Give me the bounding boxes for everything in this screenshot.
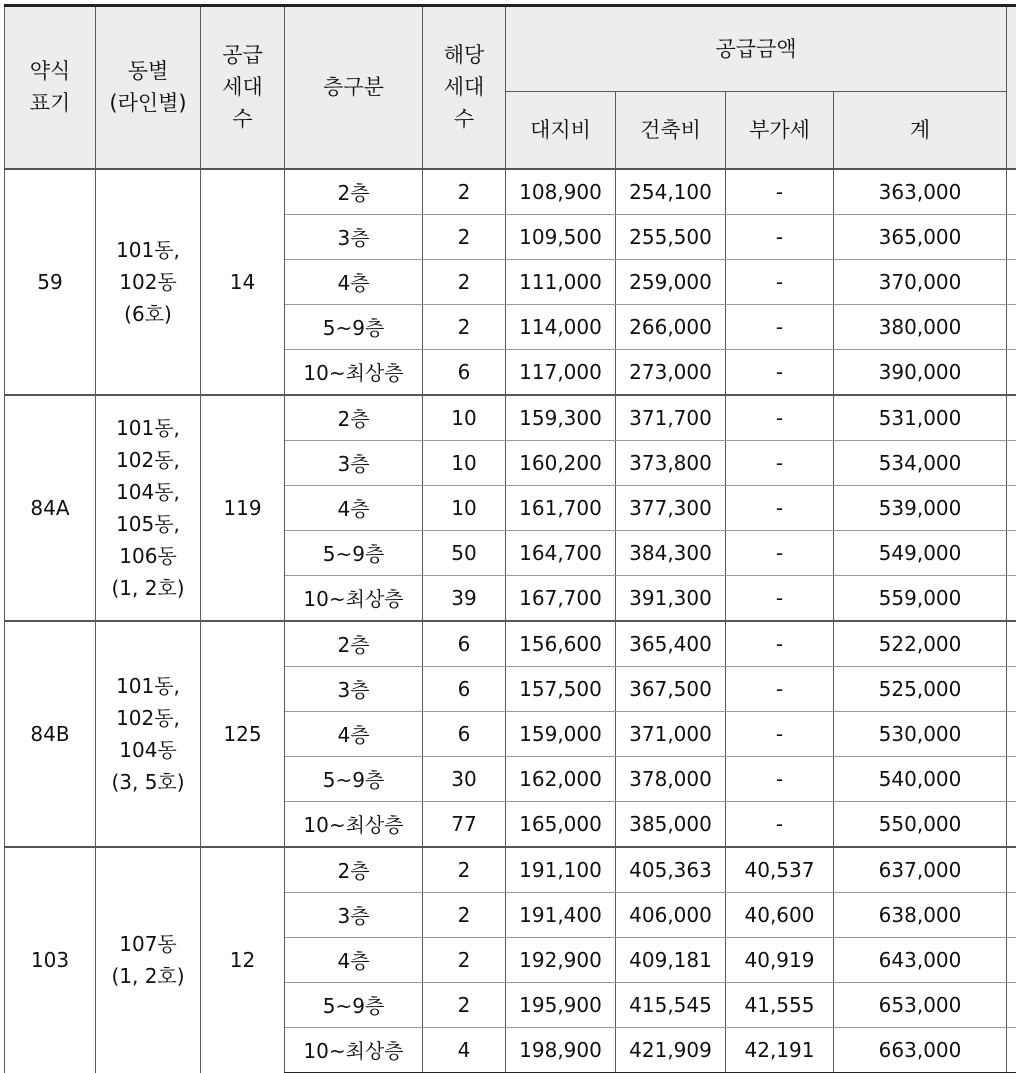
land-price-cell: 156,600 <box>506 621 616 667</box>
units-cell: 4 <box>423 1027 506 1073</box>
extra-cell <box>1007 395 1016 441</box>
units-cell: 2 <box>423 847 506 893</box>
vat-cell: 42,191 <box>726 1027 834 1073</box>
total-price-cell: 653,000 <box>834 982 1007 1027</box>
dong-cell <box>96 169 201 395</box>
text-line: (6호) <box>124 301 172 326</box>
text-line: 102동 <box>119 269 177 294</box>
text-line: 표기 <box>29 91 71 116</box>
building-price-cell: 367,500 <box>616 666 726 711</box>
header-land: 대지비 <box>506 92 616 169</box>
building-price-cell: 255,500 <box>616 214 726 259</box>
floor-cell: 4층 <box>285 937 423 982</box>
total-price-cell: 530,000 <box>834 711 1007 756</box>
land-price-cell: 165,000 <box>506 801 616 847</box>
units-cell: 6 <box>423 711 506 756</box>
floor-cell: 4층 <box>285 711 423 756</box>
extra-cell <box>1007 259 1016 304</box>
text-line: 59 <box>37 269 63 294</box>
building-price-cell: 409,181 <box>616 937 726 982</box>
header-floor <box>285 6 423 169</box>
vat-cell: - <box>726 621 834 667</box>
header-floor-text: 층구분 <box>323 75 384 100</box>
extra-cell <box>1007 621 1016 667</box>
text-line: 103 <box>30 948 70 972</box>
total-price-cell: 643,000 <box>834 937 1007 982</box>
total-price-cell: 663,000 <box>834 1027 1007 1073</box>
land-price-cell: 160,200 <box>506 440 616 485</box>
land-price-cell: 114,000 <box>506 304 616 349</box>
text-line: 102동, <box>116 447 180 472</box>
header-type <box>5 6 96 169</box>
units-cell: 10 <box>423 395 506 441</box>
building-price-cell: 259,000 <box>616 259 726 304</box>
floor-cell: 5~9층 <box>285 530 423 575</box>
vat-cell: - <box>726 756 834 801</box>
units-cell: 50 <box>423 530 506 575</box>
floor-cell: 2층 <box>285 169 423 215</box>
text-line: 104동 <box>119 737 177 762</box>
text-line: 119 <box>223 495 262 520</box>
land-price-cell: 111,000 <box>506 259 616 304</box>
header-price-group-text: 공급금액 <box>715 37 797 61</box>
land-price-cell: 161,700 <box>506 485 616 530</box>
text-line: 약식 <box>29 59 71 84</box>
total-price-cell: 638,000 <box>834 892 1007 937</box>
building-price-cell: 384,300 <box>616 530 726 575</box>
vat-cell: 40,919 <box>726 937 834 982</box>
text-line: 세대 <box>443 75 485 100</box>
land-price-cell: 117,000 <box>506 349 616 395</box>
land-price-cell: 198,900 <box>506 1027 616 1073</box>
units-cell: 10 <box>423 440 506 485</box>
floor-cell: 10~최상층 <box>285 349 423 395</box>
total-price-cell: 370,000 <box>834 259 1007 304</box>
vat-cell: - <box>726 666 834 711</box>
extra-cell <box>1007 847 1016 893</box>
land-price-cell: 159,000 <box>506 711 616 756</box>
extra-cell <box>1007 440 1016 485</box>
vat-cell: - <box>726 214 834 259</box>
supply-units-cell <box>201 847 285 1073</box>
extra-cell <box>1007 530 1016 575</box>
total-price-cell: 525,000 <box>834 666 1007 711</box>
table-row <box>5 621 1016 667</box>
header-dong-text <box>96 55 200 119</box>
extra-cell <box>1007 937 1016 982</box>
table-row <box>5 169 1016 215</box>
header-units-text <box>423 39 505 135</box>
units-cell: 2 <box>423 982 506 1027</box>
table-header <box>5 6 1016 169</box>
table-row <box>5 847 1016 893</box>
type-cell <box>5 169 96 395</box>
vat-cell: 41,555 <box>726 982 834 1027</box>
vat-cell: - <box>726 169 834 215</box>
floor-cell: 5~9층 <box>285 304 423 349</box>
land-price-cell: 159,300 <box>506 395 616 441</box>
floor-cell: 4층 <box>285 259 423 304</box>
header-total: 계 <box>834 92 1007 169</box>
total-price-cell: 380,000 <box>834 304 1007 349</box>
land-price-cell: 157,500 <box>506 666 616 711</box>
text-line: 105동, <box>116 511 180 536</box>
supply-price-table <box>4 4 1016 1073</box>
building-price-cell: 371,700 <box>616 395 726 441</box>
extra-cell <box>1007 575 1016 621</box>
building-price-cell: 415,545 <box>616 982 726 1027</box>
text-line: 동별 <box>127 59 169 84</box>
text-line: 수 <box>232 107 253 132</box>
extra-cell <box>1007 169 1016 215</box>
units-cell: 2 <box>423 259 506 304</box>
extra-cell <box>1007 304 1016 349</box>
dong-cell <box>96 847 201 1073</box>
building-price-cell: 421,909 <box>616 1027 726 1073</box>
land-price-cell: 191,100 <box>506 847 616 893</box>
dong-cell <box>96 395 201 621</box>
land-price-cell: 167,700 <box>506 575 616 621</box>
extra-cell <box>1007 711 1016 756</box>
total-price-cell: 522,000 <box>834 621 1007 667</box>
extra-cell <box>1007 666 1016 711</box>
vat-cell: - <box>726 575 834 621</box>
building-price-cell: 377,300 <box>616 485 726 530</box>
text-line: 수 <box>453 107 475 132</box>
type-cell <box>5 395 96 621</box>
vat-cell: - <box>726 530 834 575</box>
vat-cell: 40,600 <box>726 892 834 937</box>
header-vat: 부가세 <box>726 92 834 169</box>
floor-cell: 5~9층 <box>285 756 423 801</box>
land-price-cell: 195,900 <box>506 982 616 1027</box>
units-cell: 6 <box>423 349 506 395</box>
floor-cell: 3층 <box>285 666 423 711</box>
vat-cell: - <box>726 349 834 395</box>
text-line: 104동, <box>116 479 180 504</box>
text-line: 12 <box>229 948 256 972</box>
text-line: 101동, <box>116 237 180 262</box>
text-line: 107동 <box>119 932 177 956</box>
floor-cell: 10~최상층 <box>285 575 423 621</box>
building-price-cell: 406,000 <box>616 892 726 937</box>
building-price-cell: 378,000 <box>616 756 726 801</box>
total-price-cell: 539,000 <box>834 485 1007 530</box>
building-price-cell: 254,100 <box>616 169 726 215</box>
floor-cell: 5~9층 <box>285 982 423 1027</box>
vat-cell: - <box>726 485 834 530</box>
dong-cell <box>96 621 201 847</box>
extra-cell <box>1007 801 1016 847</box>
floor-cell: 2층 <box>285 395 423 441</box>
building-price-cell: 371,000 <box>616 711 726 756</box>
table-row <box>5 395 1016 441</box>
extra-cell <box>1007 756 1016 801</box>
text-line: 102동, <box>116 705 180 730</box>
floor-cell: 3층 <box>285 440 423 485</box>
units-cell: 77 <box>423 801 506 847</box>
vat-cell: 40,537 <box>726 847 834 893</box>
floor-cell: 10~최상층 <box>285 801 423 847</box>
units-cell: 6 <box>423 666 506 711</box>
land-price-cell: 162,000 <box>506 756 616 801</box>
floor-cell: 3층 <box>285 214 423 259</box>
extra-cell <box>1007 1027 1016 1073</box>
header-units <box>423 6 506 169</box>
supply-units-cell <box>201 621 285 847</box>
total-price-cell: 365,000 <box>834 214 1007 259</box>
floor-cell: 2층 <box>285 621 423 667</box>
units-cell: 6 <box>423 621 506 667</box>
extra-cell <box>1007 214 1016 259</box>
text-line: 14 <box>229 269 256 294</box>
units-cell: 2 <box>423 169 506 215</box>
land-price-cell: 191,400 <box>506 892 616 937</box>
vat-cell: - <box>726 395 834 441</box>
building-price-cell: 385,000 <box>616 801 726 847</box>
extra-cell <box>1007 349 1016 395</box>
building-price-cell: 365,400 <box>616 621 726 667</box>
units-cell: 2 <box>423 214 506 259</box>
land-price-cell: 109,500 <box>506 214 616 259</box>
table-body <box>5 169 1016 1073</box>
text-line: 84B <box>30 721 70 746</box>
type-cell <box>5 621 96 847</box>
text-line: (3, 5호) <box>111 769 185 794</box>
floor-cell: 4층 <box>285 485 423 530</box>
total-price-cell: 550,000 <box>834 801 1007 847</box>
header-dong <box>96 6 201 169</box>
extra-cell <box>1007 982 1016 1027</box>
header-supply-units <box>201 6 285 169</box>
text-line: 106동 <box>119 543 177 568</box>
text-line: 세대 <box>222 75 263 100</box>
total-price-cell: 559,000 <box>834 575 1007 621</box>
supply-units-cell <box>201 169 285 395</box>
header-supply-units-text <box>201 39 284 135</box>
vat-cell: - <box>726 259 834 304</box>
building-price-cell: 266,000 <box>616 304 726 349</box>
total-price-cell: 390,000 <box>834 349 1007 395</box>
land-price-cell: 108,900 <box>506 169 616 215</box>
units-cell: 10 <box>423 485 506 530</box>
floor-cell: 3층 <box>285 892 423 937</box>
extra-cell <box>1007 485 1016 530</box>
land-price-cell: 192,900 <box>506 937 616 982</box>
units-cell: 2 <box>423 892 506 937</box>
text-line: (1, 2호) <box>111 575 185 600</box>
text-line: 125 <box>223 721 262 746</box>
total-price-cell: 637,000 <box>834 847 1007 893</box>
units-cell: 30 <box>423 756 506 801</box>
text-line: 84A <box>30 495 70 520</box>
header-extra-column <box>1007 6 1016 169</box>
total-price-cell: 363,000 <box>834 169 1007 215</box>
vat-cell: - <box>726 304 834 349</box>
building-price-cell: 391,300 <box>616 575 726 621</box>
supply-units-cell <box>201 395 285 621</box>
vat-cell: - <box>726 801 834 847</box>
total-price-cell: 531,000 <box>834 395 1007 441</box>
header-price-group <box>506 6 1007 92</box>
units-cell: 39 <box>423 575 506 621</box>
vat-cell: - <box>726 711 834 756</box>
total-price-cell: 540,000 <box>834 756 1007 801</box>
text-line: 101동, <box>116 415 180 440</box>
total-price-cell: 549,000 <box>834 530 1007 575</box>
header-building: 건축비 <box>616 92 726 169</box>
building-price-cell: 373,800 <box>616 440 726 485</box>
vat-cell: - <box>726 440 834 485</box>
floor-cell: 2층 <box>285 847 423 893</box>
text-line: 101동, <box>116 673 180 698</box>
units-cell: 2 <box>423 304 506 349</box>
building-price-cell: 405,363 <box>616 847 726 893</box>
text-line: (1, 2호) <box>111 964 185 988</box>
text-line: 해당 <box>443 43 485 68</box>
header-type-text <box>5 55 95 119</box>
building-price-cell: 273,000 <box>616 349 726 395</box>
extra-cell <box>1007 892 1016 937</box>
units-cell: 2 <box>423 937 506 982</box>
text-line: 공급 <box>222 43 263 68</box>
text-line: (라인별) <box>109 91 187 116</box>
type-cell <box>5 847 96 1073</box>
floor-cell: 10~최상층 <box>285 1027 423 1073</box>
land-price-cell: 164,700 <box>506 530 616 575</box>
total-price-cell: 534,000 <box>834 440 1007 485</box>
